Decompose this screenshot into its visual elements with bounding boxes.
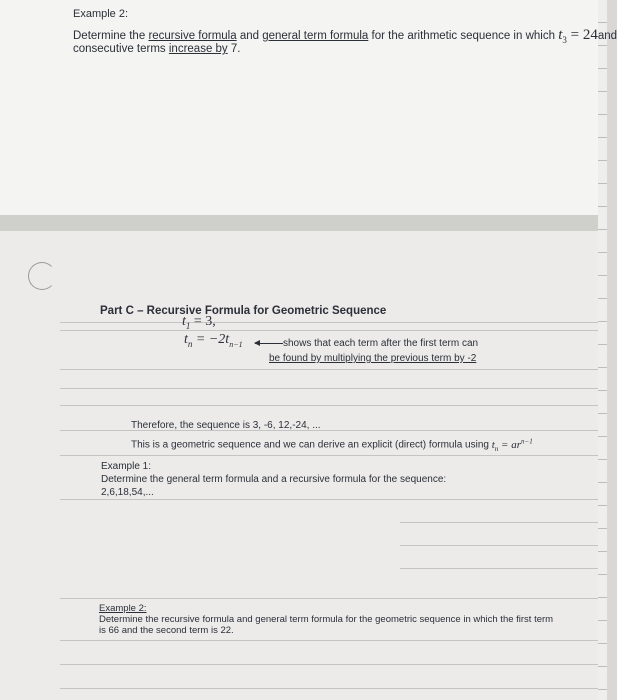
rule-line: [400, 522, 600, 523]
geometric-statement: [131, 437, 533, 453]
recursive-equation: [184, 332, 243, 349]
example-bottom-question-line-1: Determine the recursive formula and general term formula for the geometric sequence in which the first term: [99, 614, 554, 625]
text-segment: 7.: [227, 43, 241, 55]
text-segment: This is a geometric sequence and we can derive an explicit (direct) formula using: [131, 439, 492, 451]
text-segment: and: [236, 30, 263, 42]
eq-rhs: = −2t: [192, 332, 230, 347]
formula-rhs: = ar: [498, 438, 522, 451]
rule-line: [60, 330, 600, 331]
rule-line: [60, 388, 600, 389]
first-term-equation: [182, 314, 216, 331]
exponent: n−1: [521, 437, 533, 445]
recursive-note-line-1: shows that each term after the first term can: [283, 338, 479, 349]
example-1-question: Determine the general term formula and a recursive formula for the sequence:: [101, 474, 447, 485]
t3-value: = 24: [566, 27, 598, 43]
example-bottom-heading: Example 2:: [99, 603, 147, 614]
example-2-question-line-2: [73, 43, 240, 55]
rule-line: [60, 640, 600, 641]
rule-line: [60, 405, 600, 406]
subscript: n: [187, 338, 193, 349]
worksheet-bottom-section: [0, 231, 600, 700]
binder-hole: [28, 262, 56, 290]
eq-rhs: = 3,: [190, 314, 216, 329]
text-segment: consecutive terms: [73, 43, 169, 55]
t-symbol: t: [491, 438, 495, 451]
sequence-statement: Therefore, the sequence is 3, -6, 12,-24, ...: [131, 420, 321, 431]
rule-line: [60, 598, 600, 599]
rule-line: [60, 455, 600, 456]
text-segment: Determine the: [73, 30, 149, 42]
rule-line: [60, 499, 600, 500]
rule-line: [60, 688, 600, 689]
text-segment: for the arithmetic sequence in which: [368, 30, 559, 42]
part-c-title: Part C – Recursive Formula for Geometric Sequence: [100, 305, 387, 317]
left-arrow-icon: [255, 343, 283, 344]
underlined-general-term-formula: general term formula: [262, 30, 369, 42]
t-symbol: t: [184, 332, 188, 347]
rule-line: [400, 545, 600, 546]
subscript: 1: [185, 320, 191, 331]
subscript: 3: [562, 35, 567, 45]
example-1-heading: Example 1:: [101, 461, 152, 472]
recursive-note-line-2: be found by multiplying the previous term by -2: [269, 353, 477, 364]
t3-expression: [558, 27, 598, 43]
rule-line: [60, 369, 600, 370]
example-1-sequence: 2,6,18,54,...: [101, 487, 154, 498]
t-symbol: t: [558, 27, 563, 43]
rule-line: [60, 664, 600, 665]
text-segment: and: [597, 30, 617, 42]
t-symbol: t: [182, 314, 186, 329]
subscript: n: [494, 444, 499, 453]
underlined-increase-by: increase by: [168, 43, 228, 55]
page-gap: [0, 215, 607, 231]
example-bottom-question-line-2: is 66 and the second term is 22.: [99, 625, 234, 636]
page-edge: [598, 0, 607, 700]
explicit-formula: [492, 439, 533, 451]
subscript: n−1: [229, 339, 243, 349]
rule-line: [400, 568, 600, 569]
underlined-recursive-formula: recursive formula: [148, 30, 237, 42]
rule-line: [60, 322, 600, 323]
example-2-heading: Example 2:: [73, 8, 129, 20]
